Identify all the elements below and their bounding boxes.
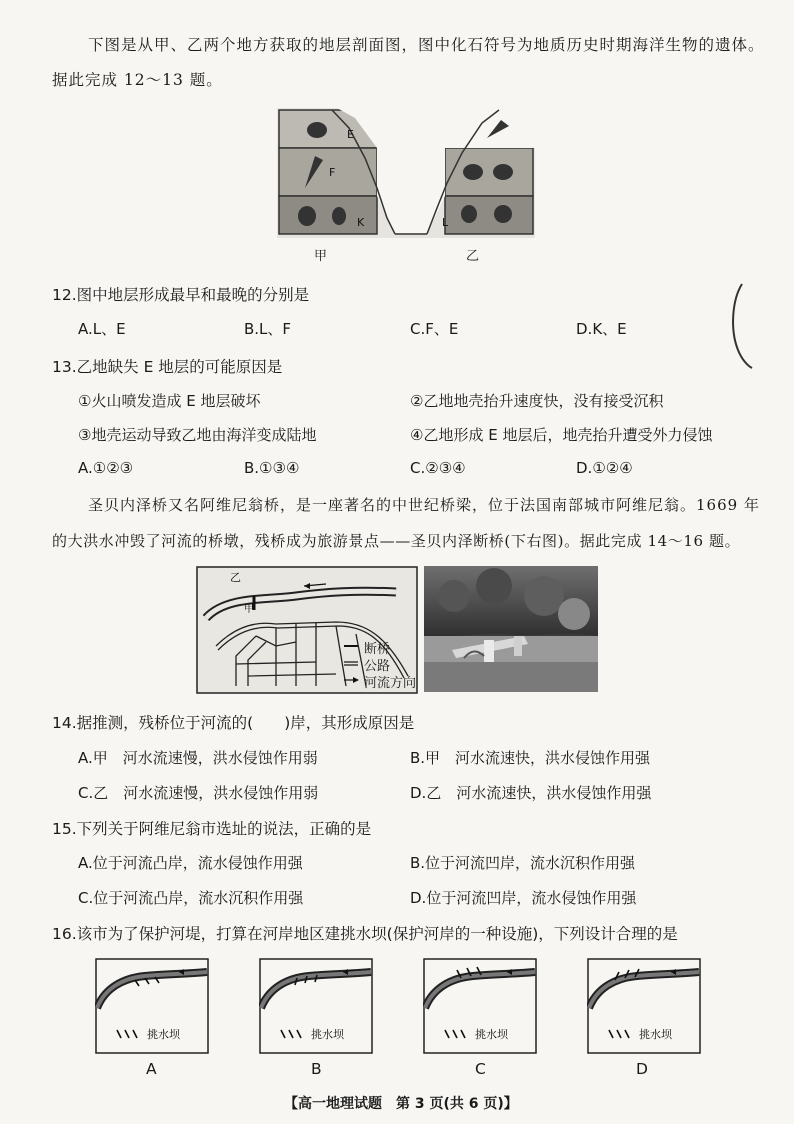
panel-label-a[interactable]: A	[146, 1060, 157, 1078]
bridge-photo	[424, 566, 598, 692]
layer-label-f: F	[329, 166, 336, 179]
q13-item-2: ②乙地地壳抬升速度快，没有接受沉积	[410, 392, 664, 410]
q13-option-b[interactable]: B.①③④	[244, 459, 300, 477]
fossil-icon	[494, 205, 512, 223]
legend-river-direction: 河流方向	[364, 676, 417, 691]
panel-label-b[interactable]: B	[311, 1060, 322, 1078]
fossil-icon	[493, 164, 513, 180]
strata-figure	[277, 108, 535, 238]
q14-option-d[interactable]: D.乙 河水流速快，洪水侵蚀作用强	[410, 784, 652, 802]
map-label-jia: 甲	[244, 604, 254, 615]
q12-stem: 12.图中地层形成最早和最晚的分别是	[52, 286, 310, 304]
intro-line-1: 下图是从甲、乙两个地方获取的地层剖面图，图中化石符号为地质历史时期海洋生物的遗体。	[88, 36, 765, 54]
dam-label: 挑水坝	[475, 1028, 508, 1041]
pen-mark	[728, 280, 758, 370]
intro2-line-2: 的大洪水冲毁了河流的桥墩，残桥成为旅游景点——圣贝内泽断桥(下右图)。据此完成 14～16 题。	[52, 532, 741, 550]
q15-stem: 15.下列关于阿维尼翁市选址的说法，正确的是	[52, 820, 372, 838]
figure-label-jia: 甲	[314, 249, 328, 264]
q12-option-a[interactable]: A.L、E	[78, 320, 126, 338]
q13-option-c[interactable]: C.②③④	[410, 459, 466, 477]
dam-panel-b[interactable]	[259, 958, 373, 1054]
map-label-yi: 乙	[230, 571, 241, 584]
q15-option-d[interactable]: D.位于河流凹岸，流水侵蚀作用强	[410, 889, 637, 907]
q14-option-a[interactable]: A.甲 河水流速慢，洪水侵蚀作用弱	[78, 749, 318, 767]
fossil-icon	[307, 122, 327, 138]
legend-broken-bridge: 断桥	[364, 642, 391, 657]
q12-option-c[interactable]: C.F、E	[410, 320, 459, 338]
dam-label: 挑水坝	[147, 1028, 180, 1041]
layer-f-right	[445, 148, 533, 196]
dam-panel-c[interactable]	[423, 958, 537, 1054]
fossil-icon	[298, 206, 316, 226]
q13-item-4: ④乙地形成 E 地层后，地壳抬升遭受外力侵蚀	[410, 426, 713, 444]
q12-option-b[interactable]: B.L、F	[244, 320, 292, 338]
intro-line-2: 据此完成 12～13 题。	[52, 71, 223, 89]
panel-label-d[interactable]: D	[636, 1060, 648, 1078]
layer-label-l: L	[442, 216, 449, 229]
q14-option-b[interactable]: B.甲 河水流速快，洪水侵蚀作用强	[410, 749, 651, 767]
fossil-icon	[463, 164, 483, 180]
dam-label: 挑水坝	[311, 1028, 344, 1041]
intro2-line-1: 圣贝内泽桥又名阿维尼翁桥，是一座著名的中世纪桥梁，位于法国南部城市阿维尼翁。1669 年	[88, 496, 760, 514]
fossil-icon	[461, 205, 477, 223]
legend-road: 公路	[364, 659, 391, 674]
q13-item-3: ③地壳运动导致乙地由海洋变成陆地	[78, 426, 317, 444]
q16-stem: 16.该市为了保护河堤，打算在河岸地区建挑水坝(保护河岸的一种设施)，下列设计合理的是	[52, 925, 678, 943]
dam-panel-d[interactable]	[587, 958, 701, 1054]
q14-stem: 14.据推测，残桥位于河流的( )岸，其形成原因是	[52, 714, 415, 732]
layer-f-left	[279, 148, 377, 196]
layer-label-e: E	[347, 128, 354, 141]
q13-stem: 13.乙地缺失 E 地层的可能原因是	[52, 358, 283, 376]
q13-option-a[interactable]: A.①②③	[78, 459, 134, 477]
fossil-icon	[332, 207, 346, 225]
q14-option-c[interactable]: C.乙 河水流速慢，洪水侵蚀作用弱	[78, 784, 319, 802]
panel-label-c[interactable]: C	[475, 1060, 486, 1078]
layer-k-right	[445, 196, 533, 234]
layer-label-k: K	[357, 216, 365, 229]
figure-label-yi: 乙	[466, 249, 480, 264]
q12-option-d[interactable]: D.K、E	[576, 320, 627, 338]
q13-option-d[interactable]: D.①②④	[576, 459, 633, 477]
map-legend-symbols	[340, 636, 364, 692]
dam-panel-a[interactable]	[95, 958, 209, 1054]
q15-option-c[interactable]: C.位于河流凸岸，流水沉积作用强	[78, 889, 304, 907]
dam-label: 挑水坝	[639, 1028, 672, 1041]
q15-option-b[interactable]: B.位于河流凹岸，流水沉积作用强	[410, 854, 636, 872]
page-footer: 【高一地理试题 第 3 页(共 6 页)】	[284, 1096, 518, 1112]
q13-item-1: ①火山喷发造成 E 地层破坏	[78, 392, 261, 410]
q15-option-a[interactable]: A.位于河流凸岸，流水侵蚀作用强	[78, 854, 303, 872]
